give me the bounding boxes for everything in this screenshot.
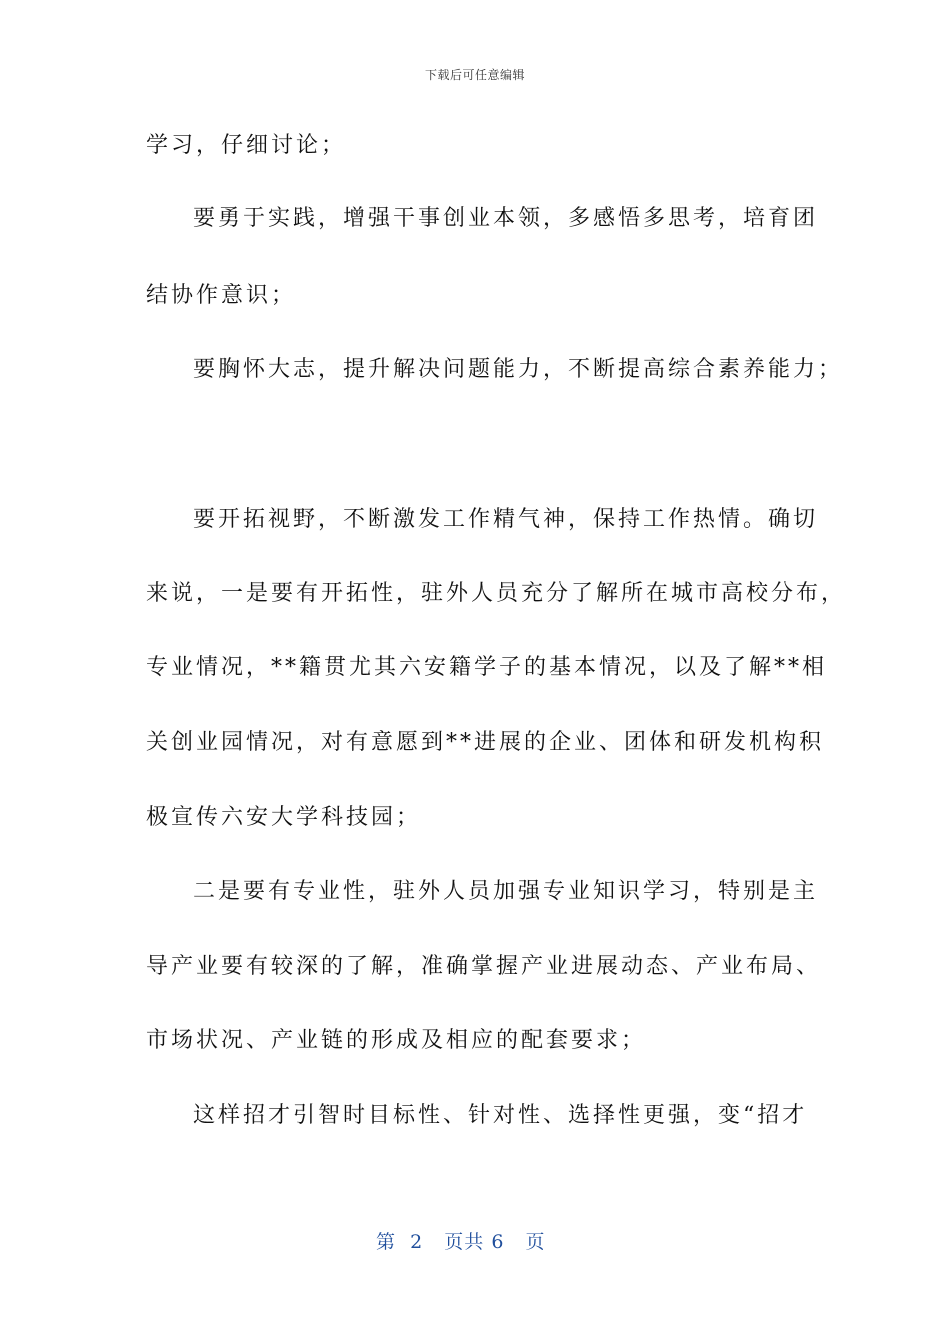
page-number: 第 2 页共 6 页 xyxy=(376,1231,546,1253)
body-line: 二是要有专业性，驻外人员加强专业知识学习，特别是主 xyxy=(193,879,819,904)
body-line: 学习，仔细讨论； xyxy=(146,133,347,158)
body-line: 极宣传六安大学科技园； xyxy=(146,805,422,830)
body-line: 来说，一是要有开拓性，驻外人员充分了解所在城市高校分布， xyxy=(146,581,847,606)
page-header-note: 下载后可任意编辑 xyxy=(424,68,525,82)
body-line: 这样招才引智时目标性、针对性、选择性更强，变“招才 xyxy=(193,1103,808,1128)
body-line: 专业情况，**籍贯尤其六安籍学子的基本情况，以及了解**相 xyxy=(146,655,828,680)
body-line: 市场状况、产业链的形成及相应的配套要求； xyxy=(146,1028,647,1053)
body-line: 关创业园情况，对有意愿到**进展的企业、团体和研发机构积 xyxy=(146,730,825,755)
body-line: 导产业要有较深的了解，准确掌握产业进展动态、产业布局、 xyxy=(146,954,822,979)
body-line: 要勇于实践，增强干事创业本领，多感悟多思考，培育团 xyxy=(193,206,819,231)
body-line: 要胸怀大志，提升解决问题能力，不断提高综合素养能力； xyxy=(193,357,844,382)
body-line: 结协作意识； xyxy=(146,283,297,308)
body-line: 要开拓视野，不断激发工作精气神，保持工作热情。确切 xyxy=(193,507,819,532)
